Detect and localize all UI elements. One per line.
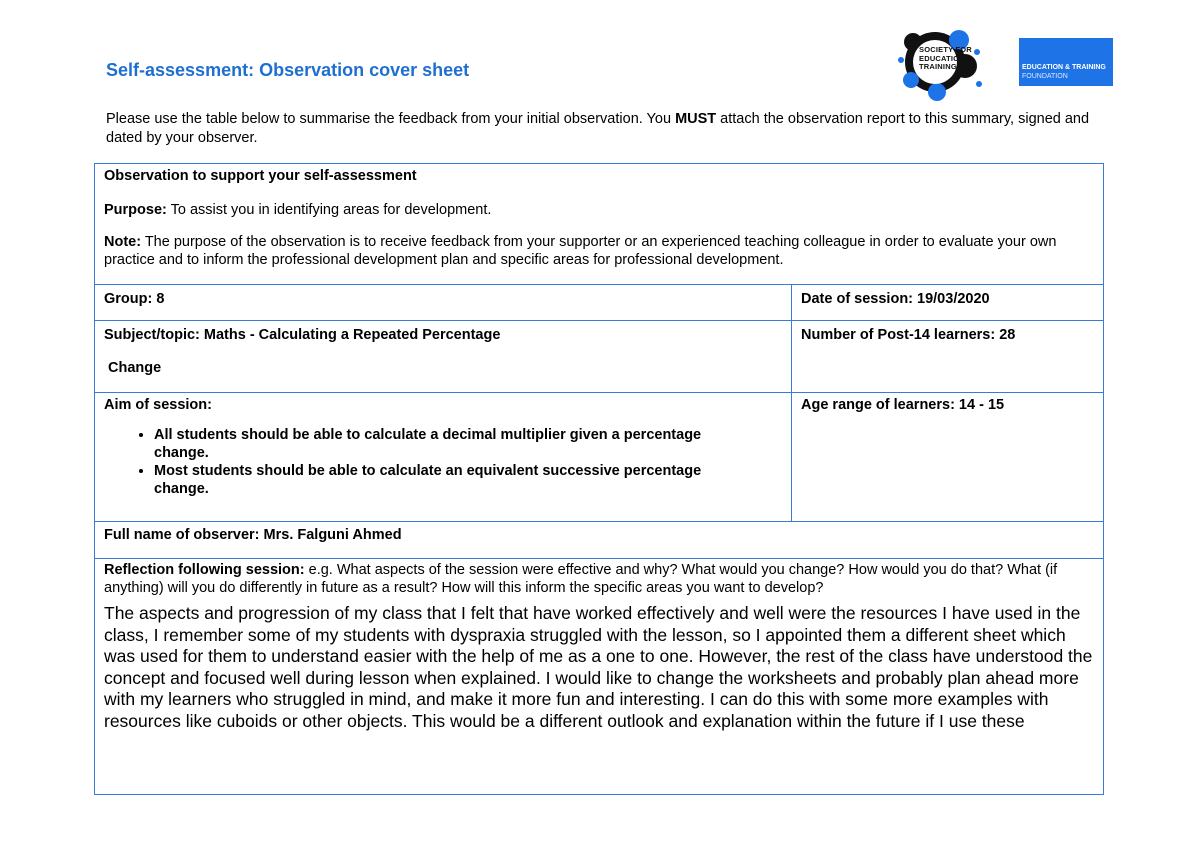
purpose-line (104, 201, 1094, 219)
aim-label: Aim of session: (104, 397, 212, 413)
reflection-label: Reflection following session: (104, 562, 305, 578)
note-line (104, 233, 1094, 269)
aim-item: • Most students should be able to calculate an equivalent successive percentage change. (154, 462, 714, 498)
subject-topic: Subject/topic: Maths - Calculating a Repeated Percentage (104, 327, 501, 343)
age-range-cell: Age range of learners: 14 - 15 (801, 397, 1005, 413)
intro-row (95, 164, 1103, 285)
date-cell: Date of session: 19/03/2020 (801, 291, 990, 307)
etf-logo-line2: FOUNDATION (1022, 73, 1068, 80)
group-cell: Group: 8 (95, 285, 792, 320)
reflection-row (95, 559, 1103, 795)
subject-row (95, 321, 1103, 393)
intro-part2: attach the observation report to this summary, signed and dated by your observer. (106, 111, 1090, 146)
note-text: The purpose of the observation is to receive feedback from your supporter or an experienced teaching colleague in order to evaluate your own practice and to inform the professional development plan and specific areas for professional development. (104, 234, 1057, 268)
purpose-label: Purpose: (104, 202, 167, 218)
society-logo-line1: SOCIETY FOR (919, 45, 972, 54)
group-row (95, 285, 1103, 321)
society-logo-line2: EDUCATION & (919, 53, 973, 63)
observer-row (95, 522, 1103, 559)
society-logo-text (919, 46, 973, 72)
aims-list (104, 426, 782, 498)
intro-text (106, 110, 1096, 148)
observer-cell: Full name of observer: Mrs. Falguni Ahmed (104, 527, 402, 543)
intro-cell (95, 164, 1103, 284)
page-title: Self-assessment: Observation cover sheet (106, 60, 470, 80)
intro-emphasis: MUST (675, 111, 717, 127)
aim-row (95, 393, 1103, 522)
purpose-text: To assist you in identifying areas for development. (166, 202, 492, 218)
reflection-body: The aspects and progression of my class that I felt that have worked effectively and well were the resources I have used in the class, I remember some of my students with dyspraxia struggled with the lesson, so I appointed them a different sheet which was used for them to understand easier with the help of me as a one to one. However, the rest of the class have understood the concept and focused well during lesson when explained. I would like to change the worksheets and probably plan ahead more with my learners who struggled in mind, and make it more fun and interesting. I can do this with some more examples with resources like cuboids or other objects. This would be a different outlook and explanation within the future if I use these (104, 603, 1093, 731)
aim-cell (95, 393, 792, 521)
note-label: Note: (104, 234, 142, 250)
learners-cell: Number of Post-14 learners: 28 (801, 327, 1016, 343)
reflection-prompt-line (104, 561, 1094, 597)
subject-cell (95, 321, 792, 392)
society-logo (893, 22, 993, 102)
intro-part1: Please use the table below to summarise the feedback from your initial observation. You (106, 111, 676, 127)
society-logo-line3: TRAINING (919, 62, 957, 71)
reflection-cell (95, 559, 1103, 795)
etf-logo (1019, 38, 1113, 86)
subject-topic-cont: Change (104, 360, 162, 376)
section-heading: Observation to support your self-assessment (104, 168, 417, 184)
etf-logo-line1: EDUCATION & TRAINING (1022, 64, 1106, 71)
reflection-prompt: e.g. What aspects of the session were effective and why? What would you change? How would you do that? What (if anything) will you do differently in future as a result? How will this inform the specific areas you want to develop? (104, 562, 1058, 596)
aim-item: • All students should be able to calculate a decimal multiplier given a percentage change. (154, 426, 714, 462)
observation-table (94, 163, 1104, 795)
